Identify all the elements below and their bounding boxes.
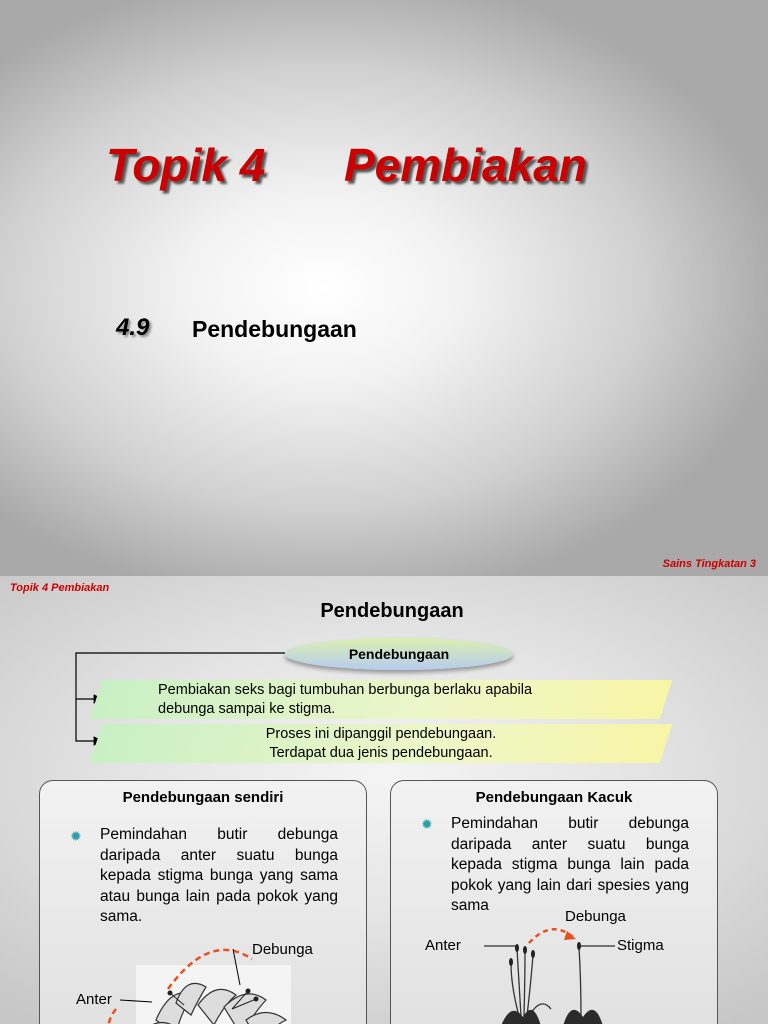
self-pollination-text: Pemindahan butir debunga daripada anter suatu bunga kepada stigma bunga yang sama atau bunga lain pada pokok yang sama.	[100, 826, 338, 925]
star-bullet-icon: ✹	[70, 828, 82, 844]
label-debunga: Debunga	[565, 908, 626, 925]
banner-definition-line: Pembiakan seks bagi tumbuhan berbunga berlaku apabila	[158, 681, 533, 698]
concept-oval: Pendebungaan	[285, 638, 513, 670]
section-title: Pendebungaan	[192, 316, 357, 342]
course-footer: Sains Tingkatan 3	[662, 558, 756, 570]
content-slide	[0, 576, 768, 1024]
cross-pollination-text: Pemindahan butir debunga daripada anter suatu bunga kepada stigma bunga lain pada pokok yang lain dari spesies yang sama	[451, 815, 689, 914]
cross-pollination-panel	[390, 780, 718, 1024]
topic-number: Topik 4	[106, 139, 266, 191]
banner-process-line: Proses ini dipanggil pendebungaan.	[265, 725, 497, 742]
banner-process-line: Terdapat dua jenis pendebungaan.	[269, 744, 493, 761]
banner-definition	[96, 680, 666, 719]
self-pollination-arrow	[40, 781, 366, 1024]
topic-title: Pembiakan	[344, 139, 587, 191]
label-anter: Anter	[76, 991, 112, 1008]
star-bullet-icon: ✹	[421, 816, 433, 832]
slide-title: Pendebungaan	[320, 600, 464, 622]
banner-process	[96, 724, 666, 763]
slide-header: Topik 4 Pembiakan	[10, 582, 110, 594]
section-number: 4.9	[116, 314, 150, 341]
label-debunga: Debunga	[252, 941, 313, 958]
self-pollination-title: Pendebungaan sendiri	[122, 789, 284, 806]
banner-definition-line: debunga sampai ke stigma.	[158, 700, 336, 717]
cross-pollination-illustration	[391, 781, 717, 1024]
self-pollination-panel	[39, 780, 367, 1024]
label-anter: Anter	[425, 937, 461, 954]
label-stigma: Stigma	[617, 937, 664, 954]
cross-pollination-title: Pendebungaan Kacuk	[475, 789, 633, 806]
